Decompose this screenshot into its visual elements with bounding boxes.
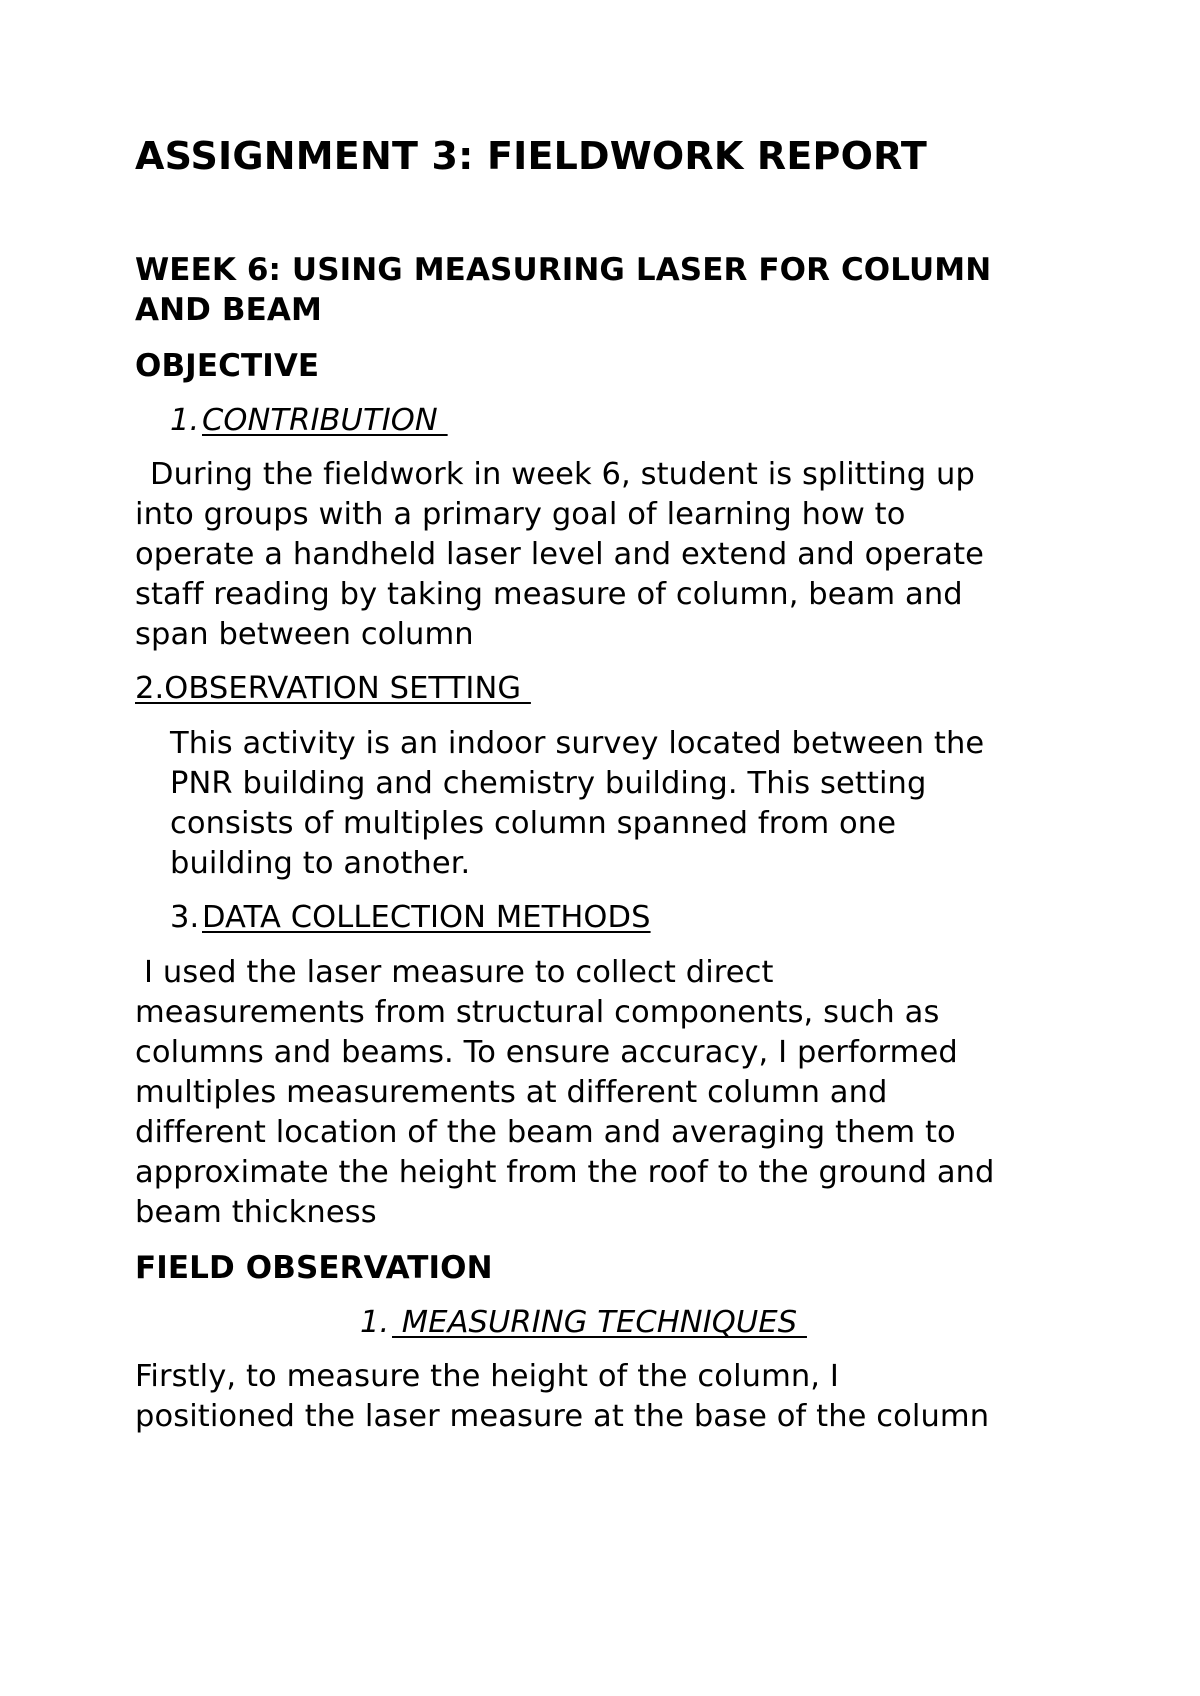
week-heading-line-1: WEEK 6: USING MEASURING LASER FOR COLUMN xyxy=(135,252,992,288)
section-3-line-4: multiples measurements at different column and xyxy=(135,1075,888,1110)
section-1-line-1: During the fieldwork in week 6, student is splitting up xyxy=(150,457,975,492)
section-3-line-7: beam thickness xyxy=(135,1195,377,1230)
section-1-line-4: staff reading by taking measure of column, beam and xyxy=(135,577,963,612)
objective-heading: OBJECTIVE xyxy=(135,348,320,384)
document-title: ASSIGNMENT 3: FIELDWORK REPORT xyxy=(135,134,927,178)
week-heading-line-2: AND BEAM xyxy=(135,292,322,328)
section-3-number: 3. xyxy=(170,900,200,935)
section-3-label: DATA COLLECTION METHODS xyxy=(202,900,651,935)
section-3-line-5: different location of the beam and averaging them to xyxy=(135,1115,956,1150)
section-2-line-1: This activity is an indoor survey located between the xyxy=(170,726,985,761)
section-2-label: 2.OBSERVATION SETTING xyxy=(135,671,531,706)
section-2-line-3: consists of multiples column spanned from one xyxy=(170,806,897,841)
section-3-line-3: columns and beams. To ensure accuracy, I performed xyxy=(135,1035,958,1070)
section-1-line-3: operate a handheld laser level and extend and operate xyxy=(135,537,985,572)
technique-line-1: Firstly, to measure the height of the column, I xyxy=(135,1359,839,1394)
section-2-line-4: building to another. xyxy=(170,846,471,881)
field-observation-heading: FIELD OBSERVATION xyxy=(135,1250,493,1286)
technique-number: 1. xyxy=(360,1305,390,1340)
section-1-line-5: span between column xyxy=(135,617,474,652)
section-1-label: CONTRIBUTION xyxy=(202,403,448,438)
section-3-line-6: approximate the height from the roof to the ground and xyxy=(135,1155,995,1190)
section-3-line-1: I used the laser measure to collect direct xyxy=(144,955,774,990)
section-2-line-2: PNR building and chemistry building. This setting xyxy=(170,766,927,801)
technique-label: MEASURING TECHNIQUES xyxy=(392,1305,807,1340)
section-3-line-2: measurements from structural components, such as xyxy=(135,995,940,1030)
technique-line-2: positioned the laser measure at the base of the column xyxy=(135,1399,990,1434)
section-1-number: 1. xyxy=(170,403,200,438)
section-1-line-2: into groups with a primary goal of learning how to xyxy=(135,497,906,532)
